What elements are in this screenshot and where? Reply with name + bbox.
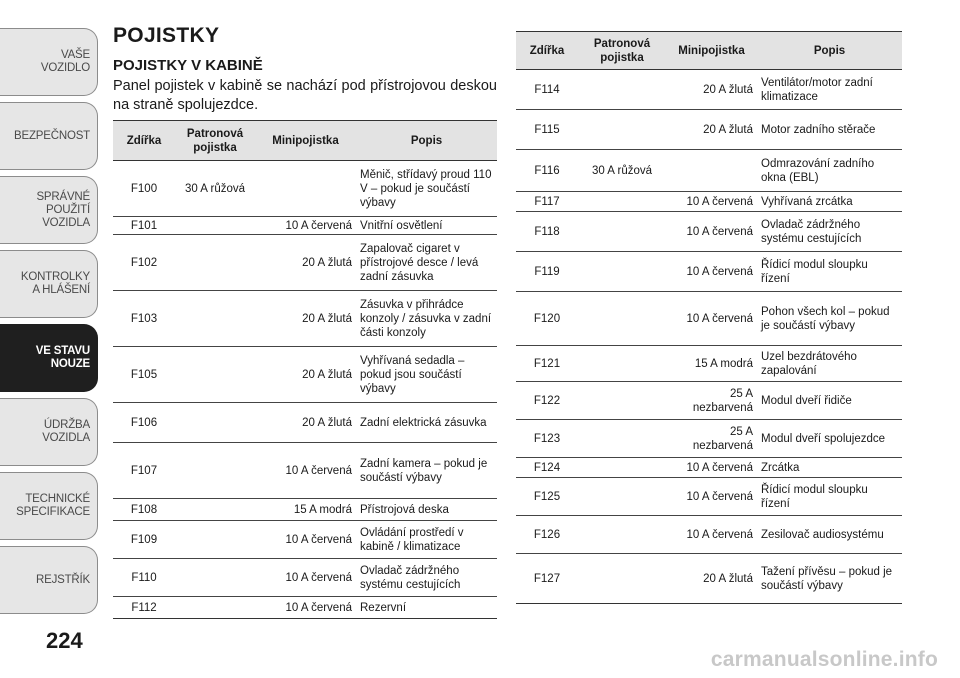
fuse-slot-cell: F115 bbox=[516, 110, 578, 150]
table-row bbox=[113, 443, 497, 499]
mini-fuse-cell: 20 A žlutá bbox=[666, 554, 757, 604]
cartridge-fuse-cell bbox=[578, 554, 666, 604]
cartridge-fuse-cell bbox=[175, 597, 255, 619]
mini-fuse-cell: 10 A červená bbox=[255, 443, 356, 499]
description-cell: Zapalovač cigaret v přístrojové desce / levá zadní zásuvka bbox=[356, 235, 497, 291]
table-row bbox=[113, 403, 497, 443]
cartridge-fuse-cell bbox=[578, 192, 666, 212]
description-cell: Motor zadního stěrače bbox=[757, 110, 902, 150]
fuse-slot-cell: F103 bbox=[113, 291, 175, 347]
tab-udrzba-vozidla[interactable]: ÚDRŽBA VOZIDLA bbox=[0, 398, 98, 466]
description-cell: Pohon všech kol – pokud je součástí výbavy bbox=[757, 292, 902, 346]
table-row bbox=[113, 559, 497, 597]
column-header-slot: Zdířka bbox=[516, 32, 578, 70]
column-header-cartridge-fuse: Patronová pojistka bbox=[175, 121, 255, 161]
cartridge-fuse-cell bbox=[578, 212, 666, 252]
cartridge-fuse-cell bbox=[578, 478, 666, 516]
fuse-slot-cell: F106 bbox=[113, 403, 175, 443]
cartridge-fuse-cell bbox=[578, 458, 666, 478]
column-header-description: Popis bbox=[757, 32, 902, 70]
fuse-slot-cell: F120 bbox=[516, 292, 578, 346]
mini-fuse-cell bbox=[666, 150, 757, 192]
table-row bbox=[516, 458, 902, 478]
cartridge-fuse-cell bbox=[578, 346, 666, 382]
watermark-text: carmanualsonline.info bbox=[710, 648, 938, 671]
table-row bbox=[516, 252, 902, 292]
cartridge-fuse-cell bbox=[175, 217, 255, 235]
mini-fuse-cell: 10 A červená bbox=[666, 516, 757, 554]
fuse-slot-cell: F116 bbox=[516, 150, 578, 192]
mini-fuse-cell: 10 A červená bbox=[255, 597, 356, 619]
fuse-slot-cell: F118 bbox=[516, 212, 578, 252]
table-row bbox=[113, 291, 497, 347]
cartridge-fuse-cell bbox=[175, 559, 255, 597]
fuse-slot-cell: F110 bbox=[113, 559, 175, 597]
description-cell: Vyhřívaná sedadla – pokud jsou součástí výbavy bbox=[356, 347, 497, 403]
mini-fuse-cell: 10 A červená bbox=[255, 217, 356, 235]
mini-fuse-cell: 10 A červená bbox=[255, 559, 356, 597]
mini-fuse-cell: 10 A červená bbox=[666, 192, 757, 212]
description-cell: Řídicí modul sloupku řízení bbox=[757, 478, 902, 516]
mini-fuse-cell: 10 A červená bbox=[666, 252, 757, 292]
tab-spravne-pouziti-vozidla[interactable]: SPRÁVNÉ POUŽITÍ VOZIDLA bbox=[0, 176, 98, 244]
description-cell: Tažení přívěsu – pokud je součástí výbavy bbox=[757, 554, 902, 604]
column-header-mini-fuse: Minipojistka bbox=[255, 121, 356, 161]
cartridge-fuse-cell bbox=[578, 70, 666, 110]
tab-bezpecnost[interactable]: BEZPEČNOST bbox=[0, 102, 98, 170]
table-row bbox=[516, 110, 902, 150]
description-cell: Ovladač zádržného systému cestujících bbox=[757, 212, 902, 252]
fuse-slot-cell: F108 bbox=[113, 499, 175, 521]
fuse-slot-cell: F101 bbox=[113, 217, 175, 235]
page-title: POJISTKY bbox=[113, 24, 220, 47]
description-cell: Modul dveří řidiče bbox=[757, 382, 902, 420]
description-cell: Zadní kamera – pokud je součástí výbavy bbox=[356, 443, 497, 499]
cartridge-fuse-cell bbox=[578, 110, 666, 150]
column-header-description: Popis bbox=[356, 121, 497, 161]
fuse-slot-cell: F119 bbox=[516, 252, 578, 292]
description-cell: Uzel bezdrátového zapalování bbox=[757, 346, 902, 382]
column-header-cartridge-fuse: Patronová pojistka bbox=[578, 32, 666, 70]
table-row bbox=[516, 70, 902, 110]
cartridge-fuse-cell bbox=[578, 252, 666, 292]
fuse-slot-cell: F127 bbox=[516, 554, 578, 604]
cartridge-fuse-cell bbox=[578, 420, 666, 458]
cartridge-fuse-cell bbox=[175, 291, 255, 347]
mini-fuse-cell: 25 A nezbarvená bbox=[666, 382, 757, 420]
table-row bbox=[113, 521, 497, 559]
table-row bbox=[516, 212, 902, 252]
table-row bbox=[516, 516, 902, 554]
description-cell: Měnič, střídavý proud 110 V – pokud je součástí výbavy bbox=[356, 161, 497, 217]
mini-fuse-cell: 20 A žlutá bbox=[255, 235, 356, 291]
tab-technicke-specifikace[interactable]: TECHNICKÉ SPECIFIKACE bbox=[0, 472, 98, 540]
cartridge-fuse-cell bbox=[175, 499, 255, 521]
description-cell: Ovládání prostředí v kabině / klimatizace bbox=[356, 521, 497, 559]
fuse-slot-cell: F112 bbox=[113, 597, 175, 619]
mini-fuse-cell: 15 A modrá bbox=[666, 346, 757, 382]
mini-fuse-cell: 10 A červená bbox=[666, 478, 757, 516]
description-cell: Řídicí modul sloupku řízení bbox=[757, 252, 902, 292]
fuse-table-right bbox=[516, 31, 902, 604]
table-row bbox=[516, 420, 902, 458]
table-row bbox=[516, 346, 902, 382]
fuse-table-left-body bbox=[113, 161, 497, 619]
description-cell: Zesilovač audiosystému bbox=[757, 516, 902, 554]
intro-paragraph: Panel pojistek v kabině se nachází pod přístrojovou deskou na straně spolujezdce. bbox=[113, 78, 497, 113]
mini-fuse-cell: 10 A červená bbox=[255, 521, 356, 559]
description-cell: Odmrazování zadního okna (EBL) bbox=[757, 150, 902, 192]
tab-vase-vozidlo[interactable]: VAŠE VOZIDLO bbox=[0, 28, 98, 96]
mini-fuse-cell: 20 A žlutá bbox=[255, 347, 356, 403]
mini-fuse-cell: 20 A žlutá bbox=[255, 291, 356, 347]
cartridge-fuse-cell bbox=[175, 443, 255, 499]
mini-fuse-cell bbox=[255, 161, 356, 217]
cartridge-fuse-cell bbox=[175, 347, 255, 403]
table-row bbox=[516, 382, 902, 420]
table-row bbox=[113, 235, 497, 291]
table-row bbox=[516, 292, 902, 346]
fuse-slot-cell: F102 bbox=[113, 235, 175, 291]
cartridge-fuse-cell: 30 A růžová bbox=[175, 161, 255, 217]
table-row bbox=[516, 478, 902, 516]
tab-kontrolky-a-hlaseni[interactable]: KONTROLKY A HLÁŠENÍ bbox=[0, 250, 98, 318]
table-row bbox=[113, 161, 497, 217]
cartridge-fuse-cell bbox=[175, 403, 255, 443]
table-row bbox=[516, 150, 902, 192]
description-cell: Ventilátor/motor zadní klimatizace bbox=[757, 70, 902, 110]
description-cell: Vyhřívaná zrcátka bbox=[757, 192, 902, 212]
fuse-slot-cell: F121 bbox=[516, 346, 578, 382]
description-cell: Přístrojová deska bbox=[356, 499, 497, 521]
fuse-slot-cell: F109 bbox=[113, 521, 175, 559]
page-number: 224 bbox=[46, 628, 83, 653]
fuse-table-left bbox=[113, 120, 497, 619]
fuse-slot-cell: F105 bbox=[113, 347, 175, 403]
mini-fuse-cell: 20 A žlutá bbox=[666, 70, 757, 110]
fuse-slot-cell: F117 bbox=[516, 192, 578, 212]
table-row bbox=[113, 347, 497, 403]
fuse-slot-cell: F107 bbox=[113, 443, 175, 499]
fuse-slot-cell: F114 bbox=[516, 70, 578, 110]
table-row bbox=[516, 554, 902, 604]
cartridge-fuse-cell: 30 A růžová bbox=[578, 150, 666, 192]
mini-fuse-cell: 20 A žlutá bbox=[666, 110, 757, 150]
mini-fuse-cell: 10 A červená bbox=[666, 212, 757, 252]
description-cell: Zadní elektrická zásuvka bbox=[356, 403, 497, 443]
description-cell: Modul dveří spolujezdce bbox=[757, 420, 902, 458]
fuse-slot-cell: F100 bbox=[113, 161, 175, 217]
section-heading: POJISTKY V KABINĚ bbox=[113, 57, 263, 74]
cartridge-fuse-cell bbox=[578, 382, 666, 420]
mini-fuse-cell: 10 A červená bbox=[666, 292, 757, 346]
table-row bbox=[516, 192, 902, 212]
table-row bbox=[113, 217, 497, 235]
column-header-mini-fuse: Minipojistka bbox=[666, 32, 757, 70]
fuse-table-right-body bbox=[516, 70, 902, 604]
tab-ve-stavu-nouze[interactable]: VE STAVU NOUZE bbox=[0, 324, 98, 392]
cartridge-fuse-cell bbox=[175, 521, 255, 559]
fuse-slot-cell: F126 bbox=[516, 516, 578, 554]
fuse-slot-cell: F123 bbox=[516, 420, 578, 458]
cartridge-fuse-cell bbox=[578, 292, 666, 346]
fuse-slot-cell: F122 bbox=[516, 382, 578, 420]
description-cell: Zásuvka v přihrádce konzoly / zásuvka v zadní části konzoly bbox=[356, 291, 497, 347]
fuse-slot-cell: F124 bbox=[516, 458, 578, 478]
description-cell: Zrcátka bbox=[757, 458, 902, 478]
description-cell: Rezervní bbox=[356, 597, 497, 619]
mini-fuse-cell: 10 A červená bbox=[666, 458, 757, 478]
table-row bbox=[113, 597, 497, 619]
description-cell: Ovladač zádržného systému cestujících bbox=[356, 559, 497, 597]
description-cell: Vnitřní osvětlení bbox=[356, 217, 497, 235]
tab-rejstrik[interactable]: REJSTŘÍK bbox=[0, 546, 98, 614]
mini-fuse-cell: 20 A žlutá bbox=[255, 403, 356, 443]
fuse-slot-cell: F125 bbox=[516, 478, 578, 516]
table-row bbox=[113, 499, 497, 521]
column-header-slot: Zdířka bbox=[113, 121, 175, 161]
mini-fuse-cell: 25 A nezbarvená bbox=[666, 420, 757, 458]
mini-fuse-cell: 15 A modrá bbox=[255, 499, 356, 521]
cartridge-fuse-cell bbox=[578, 516, 666, 554]
cartridge-fuse-cell bbox=[175, 235, 255, 291]
